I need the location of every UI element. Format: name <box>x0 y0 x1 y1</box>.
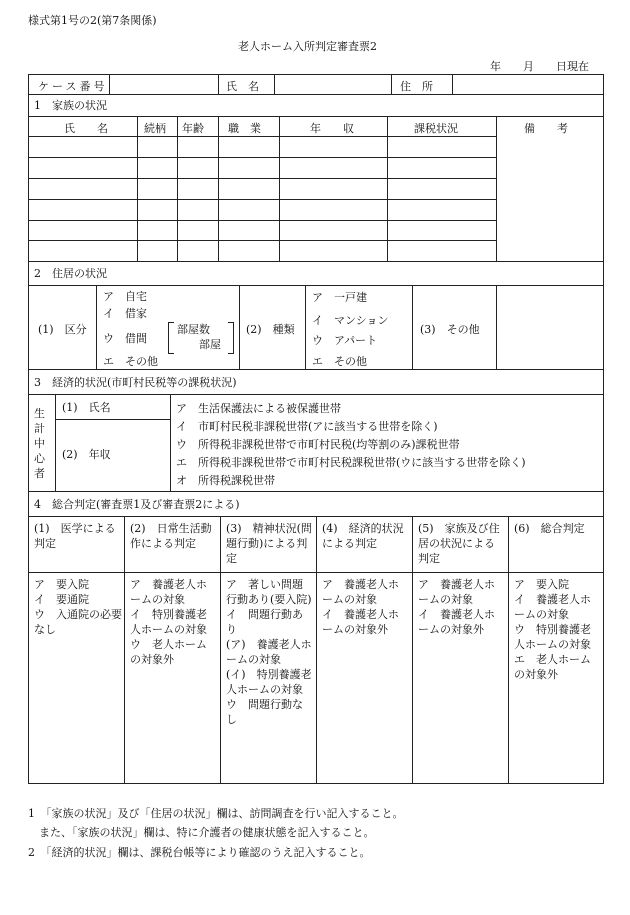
adl-options <box>130 577 216 667</box>
judge-header-medical: (1) 医学による判定 <box>34 522 116 550</box>
divider <box>316 516 317 784</box>
judge-header-overall: (6) 総合判定 <box>514 522 585 535</box>
judge-header-economic: (4) 経済的状況による判定 <box>322 522 404 550</box>
overall-opt-e: エ 老人ホームの対象外 <box>514 653 591 681</box>
family-col-job: 職 業 <box>228 122 261 135</box>
mental-opt-i: イ 問題行動あり <box>226 608 303 636</box>
mental-options <box>226 577 312 727</box>
judge-header-family: (5) 家族及び住居の状況による判定 <box>418 522 500 565</box>
economic-options <box>322 577 408 637</box>
economic-opt-i: イ 養護老人ホームの対象外 <box>322 608 399 636</box>
room-count-label: 部屋数 <box>177 323 210 336</box>
medical-opt-hospital: ア 要入院 <box>34 578 89 591</box>
divider <box>124 516 125 784</box>
divider <box>391 74 392 94</box>
note-1: 1 「家族の状況」及び「住居の状況」欄は、訪問調査を行い記入すること。 <box>28 807 404 820</box>
divider <box>496 116 497 261</box>
date-line: 年 月 日現在 <box>490 60 589 73</box>
mental-opt-i-i: (イ) 特別養護老人ホームの対象 <box>226 668 312 696</box>
row-line <box>28 136 496 137</box>
family-col-tax: 課税状況 <box>414 122 458 135</box>
family-options <box>418 577 504 637</box>
mental-opt-a: ア 著しい問題行動あり(要入院) <box>226 578 312 606</box>
note-1-cont: また、「家族の状況」欄は、特に介護者の健康状態を記入すること。 <box>28 826 375 839</box>
row-line <box>28 572 604 573</box>
room-unit-label: 部屋 <box>199 338 221 351</box>
bracket-right-icon <box>228 322 234 354</box>
divider <box>412 516 413 784</box>
row-line <box>28 369 604 370</box>
medical-opt-none: ウ 入通院の必要なし <box>34 608 122 636</box>
row-line <box>28 394 604 395</box>
family-opt-i: イ 養護老人ホームの対象外 <box>418 608 495 636</box>
family-opt-a: ア 養護老人ホームの対象 <box>418 578 495 606</box>
judge-header-mental: (3) 精神状況(問題行動)による判定 <box>226 522 312 565</box>
divider <box>274 74 275 94</box>
divider <box>218 74 219 94</box>
head-income-item: (2) 年収 <box>62 448 111 461</box>
row-line <box>28 240 496 241</box>
bracket-left-icon <box>168 322 174 354</box>
name-label: 氏 名 <box>226 80 259 93</box>
row-line <box>28 491 604 492</box>
address-label: 住 所 <box>400 80 433 93</box>
housing-opt-room: ウ 借間 <box>103 332 147 345</box>
divider <box>109 74 110 94</box>
housing-opt-own: ア 自宅 <box>103 290 147 303</box>
form-id: 様式第1号の2(第7条関係) <box>28 14 157 27</box>
case-number-label: ケース番号 <box>38 80 108 93</box>
overall-opt-a: ア 要入院 <box>514 578 569 591</box>
family-col-name: 氏 名 <box>64 122 108 135</box>
divider <box>96 285 97 369</box>
mental-opt-u: ウ 問題行動なし <box>226 698 303 726</box>
medical-options <box>34 577 122 637</box>
family-col-age: 年齢 <box>182 122 204 135</box>
judge-header-adl: (2) 日常生活動作による判定 <box>130 522 212 550</box>
family-col-relation: 続柄 <box>144 122 166 135</box>
note-2: 2 「経済的状況」欄は、課税台帳等により確認のうえ記入すること。 <box>28 846 371 859</box>
row-line <box>28 94 604 95</box>
row-line <box>55 419 170 420</box>
row-line <box>28 220 496 221</box>
section3-heading: 3 経済的状況(市町村民税等の課税状況) <box>34 376 237 389</box>
medical-opt-outpatient: イ 要通院 <box>34 593 89 606</box>
housing-type-label: (1) 区分 <box>38 323 87 336</box>
row-line <box>28 261 604 262</box>
row-line <box>28 285 604 286</box>
tax-opt-i: イ 市町村民税非課税世帯(アに該当する世帯を除く) <box>176 420 438 433</box>
adl-opt-u: ウ 老人ホームの対象外 <box>130 638 207 666</box>
divider <box>55 394 56 491</box>
section4-heading: 4 総合判定(審査票1及び審査票2による) <box>34 498 240 511</box>
adl-opt-a: ア 養護老人ホームの対象 <box>130 578 207 606</box>
housing-opt-other: エ その他 <box>103 355 158 368</box>
family-col-remarks: 備 考 <box>524 122 568 135</box>
housing-kind-label: (2) 種類 <box>246 323 295 336</box>
overall-options <box>514 577 600 682</box>
divider <box>305 285 306 369</box>
housing-opt-rent: イ 借家 <box>103 307 147 320</box>
row-line <box>28 116 604 117</box>
row-line <box>28 157 496 158</box>
overall-opt-i: イ 養護老人ホームの対象 <box>514 593 591 621</box>
divider <box>508 516 509 784</box>
divider <box>496 285 497 369</box>
housing-other-label: (3) その他 <box>420 323 480 336</box>
row-line <box>28 199 496 200</box>
kind-opt-house: ア 一戸建 <box>312 291 367 304</box>
tax-opt-u: ウ 所得税非課税世帯で市町村民税(均等割のみ)課税世帯 <box>176 438 460 451</box>
tax-opt-a: ア 生活保護法による被保護世帯 <box>176 402 341 415</box>
head-name-item: (1) 氏名 <box>62 401 111 414</box>
kind-opt-mansion: イ マンション <box>312 314 389 327</box>
divider <box>220 516 221 784</box>
divider <box>412 285 413 369</box>
kind-opt-other: エ その他 <box>312 355 367 368</box>
household-head-label: 生計中心者 <box>34 407 45 480</box>
family-col-income: 年 収 <box>310 122 354 135</box>
row-line <box>28 178 496 179</box>
tax-opt-o: オ 所得税課税世帯 <box>176 474 275 487</box>
adl-opt-i: イ 特別養護老人ホームの対象 <box>130 608 207 636</box>
tax-opt-e: エ 所得税非課税世帯で市町村民税課税世帯(ウに該当する世帯を除く) <box>176 456 526 469</box>
divider <box>239 285 240 369</box>
form-title: 老人ホーム入所判定審査票2 <box>238 40 377 53</box>
mental-opt-i-a: (ア) 養護老人ホームの対象 <box>226 638 312 666</box>
economic-opt-a: ア 養護老人ホームの対象 <box>322 578 399 606</box>
kind-opt-apartment: ウ アパート <box>312 334 378 347</box>
section2-heading: 2 住居の状況 <box>34 267 107 280</box>
divider <box>452 74 453 94</box>
divider <box>170 394 171 491</box>
overall-opt-u: ウ 特別養護老人ホームの対象 <box>514 623 591 651</box>
section1-heading: 1 家族の状況 <box>34 99 107 112</box>
